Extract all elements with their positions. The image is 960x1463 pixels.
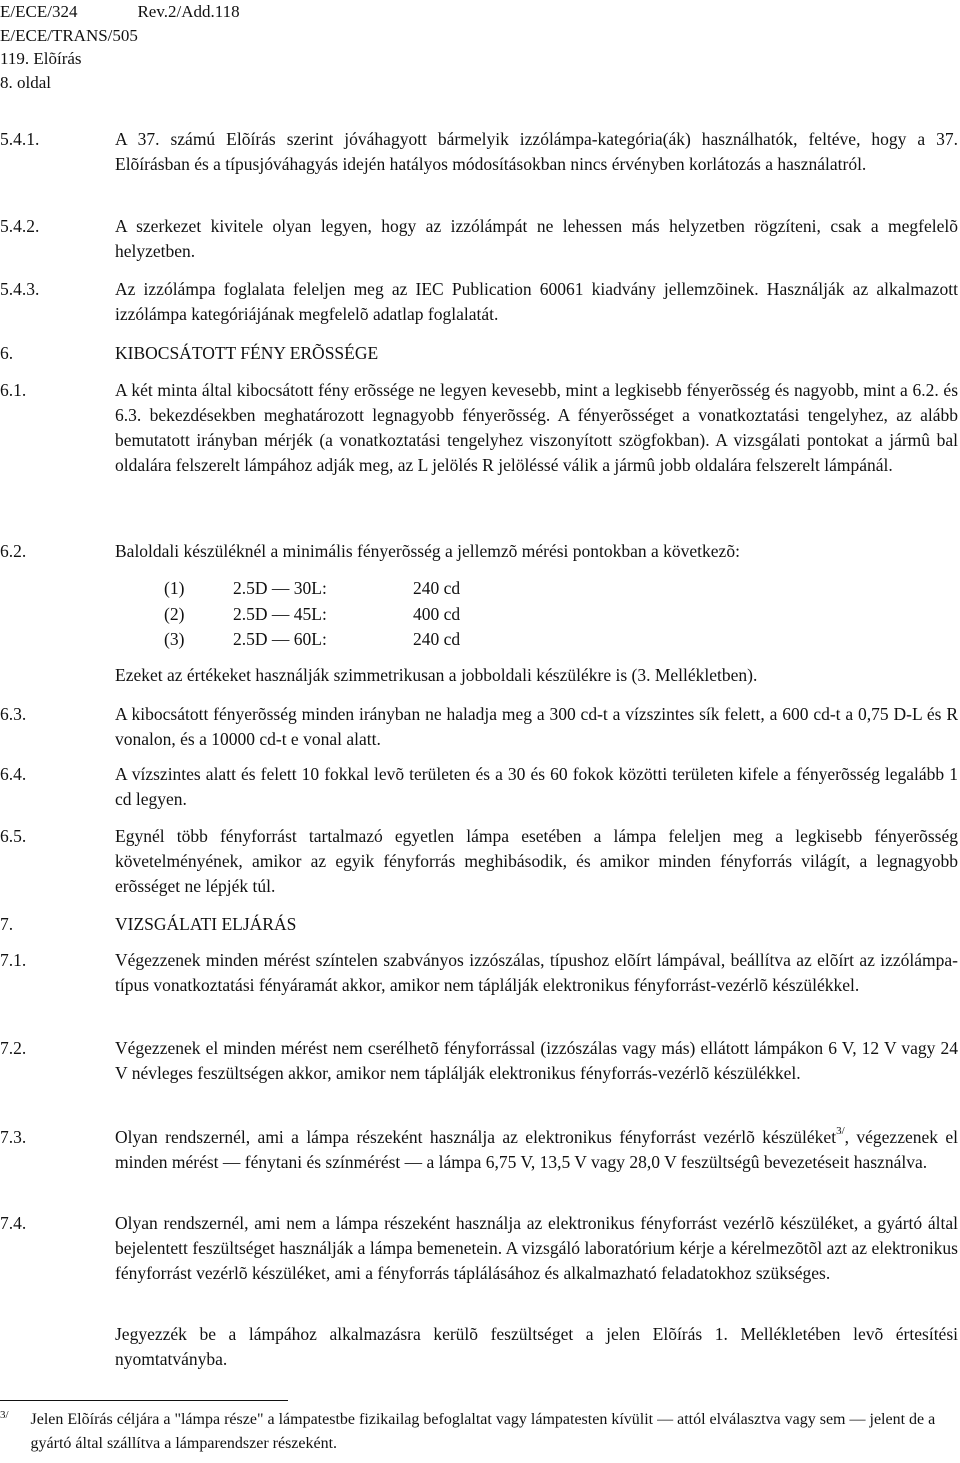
paragraph-6-3 bbox=[0, 702, 958, 752]
footnote-reference[interactable]: 3/ bbox=[836, 1125, 845, 1138]
paragraph-7-3 bbox=[0, 1125, 958, 1175]
section-title: KIBOCSÁTOTT FÉNY ERÕSSÉGE bbox=[115, 343, 379, 363]
paragraph-number: 5.4.2. bbox=[0, 216, 40, 236]
paragraph-number: 7.3. bbox=[0, 1127, 27, 1147]
paragraph-number: 6.5. bbox=[0, 826, 27, 846]
paragraph-7-4 bbox=[0, 1211, 958, 1286]
list-item bbox=[164, 627, 460, 653]
paragraph-6-2 bbox=[0, 539, 958, 564]
list-item bbox=[164, 602, 460, 628]
item-index: (2) bbox=[164, 603, 185, 624]
item-index: (3) bbox=[164, 629, 185, 649]
paragraph-text: Baloldali készüléknél a minimális fényerõsség a jellemzõ mérési pontokban a következõ: bbox=[115, 541, 740, 561]
measuring-point: 2.5D — 45L: bbox=[233, 603, 327, 624]
footnote-separator bbox=[0, 1400, 288, 1401]
doc-symbol: E/ECE/324 bbox=[0, 2, 78, 21]
paragraph-text: A 37. számú Elõírás szerint jóváhagyott bármelyik izzólámpa-kategória(ák) használhatók, feltéve, hogy a 37. Elõírásban és a típusjóváhagyás idején hatályos módosításokban nincs érvényben korlátozás a használatról. bbox=[115, 129, 958, 174]
paragraph-number: 5.4.1. bbox=[0, 129, 40, 149]
paragraph-text bbox=[115, 1125, 958, 1175]
section-heading-7 bbox=[0, 912, 296, 937]
paragraph-number: 7.1. bbox=[0, 950, 27, 970]
intensity-value: 240 cd bbox=[413, 578, 461, 598]
paragraph-number: 6.2. bbox=[0, 541, 27, 561]
section-number: 7. bbox=[0, 914, 14, 934]
page-number: 8. oldal bbox=[0, 72, 51, 92]
intensity-value: 240 cd bbox=[413, 629, 461, 649]
paragraph-text: Az izzólámpa foglalata feleljen meg az IEC Publication 60061 kiadvány jellemzõinek. Használják az alkalmazott izzólámpa kategóriájának megfelelõ adatlap foglalatát. bbox=[115, 279, 958, 324]
intensity-value: 400 cd bbox=[413, 603, 461, 624]
section-number: 6. bbox=[0, 343, 14, 363]
paragraph-text: Olyan rendszernél, ami nem a lámpa részeként használja az elektronikus fényforrást vezérlõ készüléket, a gyártó által bejelentett feszültséget használják a lámpa bemenetein. A vizsgáló laboratórium kérje a kérelmezõtõl azt az elektronikus fényforrást vezérlõ készüléket, ami a fényforrás táplálásához és alkalmazható feladatokhoz szükséges. bbox=[115, 1213, 958, 1283]
paragraph-6-4 bbox=[0, 762, 958, 812]
paragraph-number: 5.4.3. bbox=[0, 279, 40, 299]
footnote-text: Jelen Elõírás céljára a "lámpa része" a lámpatestbe fizikailag befoglaltat vagy lámpatesten kívülit — attól elválasztva vagy sem — jelent de a gyártó által szállítva a lámparendszer részeként. bbox=[30, 1411, 936, 1452]
paragraph-5-4-1 bbox=[0, 127, 958, 177]
document-header bbox=[0, 0, 240, 94]
doc-revision: Rev.2/Add.118 bbox=[137, 2, 240, 21]
section-title: VIZSGÁLATI ELJÁRÁS bbox=[115, 914, 297, 934]
paragraph-6-2-note: Ezeket az értékeket használják szimmetrikusan a jobboldali készülékre is (3. Mellékletben). bbox=[115, 665, 758, 685]
section-heading-6 bbox=[0, 341, 378, 366]
paragraph-text: Végezzenek minden mérést színtelen szabványos izzószálas, típushoz elõírt lámpával, beállítva az elõírt az izzólámpa-típus vonatkoztatási fényáramát akkor, amikor nem táplálják elektronikus fényforrást-vezérlõ készülékkel. bbox=[115, 950, 958, 995]
luminous-intensity-list bbox=[164, 576, 460, 653]
paragraph-text: A két minta által kibocsátott fény erõssége ne legyen kevesebb, mint a legkisebb fényerõsség és nagyobb, mint a 6.2. és 6.3. bekezdésekben meghatározott legnagyobb fényerõsség. A fényerõsséget a vonatkoztatási tengelyhez, az alább bemutatott irányban mérjék (a vonatkoztatási tengelyhez viszonyított szögfokban). A vizsgálati pontokat a jármû bal oldalára felszerelt lámpához adják meg, az L jelölés R jelöléssé válik a jármû jobb oldalára felszerelt lámpánál. bbox=[115, 380, 958, 475]
paragraph-text: A vízszintes alatt és felett 10 fokkal levõ területen és a 30 és 60 fokok közötti területen kifele a fényerõsség legalább 1 cd legyen. bbox=[115, 764, 958, 809]
measuring-point: 2.5D — 60L: bbox=[233, 629, 327, 649]
regulation-number: 119. Elõírás bbox=[0, 49, 82, 68]
paragraph-number: 7.4. bbox=[0, 1213, 27, 1233]
paragraph-text: A szerkezet kivitele olyan legyen, hogy az izzólámpát ne lehessen más helyzetben rögzíteni, csak a megfelelõ helyzetben. bbox=[115, 216, 958, 261]
paragraph-7-2 bbox=[0, 1036, 958, 1086]
doc-trans-symbol: E/ECE/TRANS/505 bbox=[0, 25, 138, 45]
paragraph-text: A kibocsátott fényerõsség minden irányban ne haladja meg a 300 cd-t a vízszintes sík felett, a 600 cd-t a 0,75 D-L és R vonalon, és a 10000 cd-t e vonal alatt. bbox=[115, 704, 958, 749]
footnote-mark: 3/ bbox=[0, 1409, 9, 1421]
paragraph-text: Végezzenek el minden mérést nem cserélhetõ fényforrással (izzószálas vagy más) ellátott lámpákon 6 V, 12 V vagy 24 V névleges feszültségen akkor, amikor nem táplálják elektronikus fényforrás-vezérlõ készülékkel. bbox=[115, 1038, 958, 1083]
paragraph-7-1 bbox=[0, 948, 958, 998]
paragraph-5-4-2 bbox=[0, 214, 958, 264]
paragraph-text-part: , végezzenek el minden mérést — fénytani és színmérést — a lámpa 6,75 V, 13,5 V vagy 28,0 V feszültségû bevezetéseit használva. bbox=[115, 1127, 959, 1172]
paragraph-number: 7.2. bbox=[0, 1038, 27, 1058]
footnote bbox=[0, 1408, 958, 1456]
measuring-point: 2.5D — 30L: bbox=[233, 578, 327, 598]
paragraph-text-part: Olyan rendszernél, ami a lámpa részeként használja az elektronikus fényforrást vezérlõ készüléket bbox=[115, 1127, 837, 1147]
list-item bbox=[164, 576, 460, 602]
paragraph-number: 6.1. bbox=[0, 380, 27, 400]
paragraph-text: Egynél több fényforrást tartalmazó egyetlen lámpa esetében a lámpa feleljen meg a legkisebb fényerõsség követelményének, amikor az egyik fényforrás meghibásodik, és amikor minden fényforrás világít, a legnagyobb erõsséget ne lépjék túl. bbox=[115, 826, 958, 896]
paragraph-6-1 bbox=[0, 378, 958, 478]
item-index: (1) bbox=[164, 578, 185, 598]
paragraph-6-5 bbox=[0, 824, 958, 899]
paragraph-number: 6.3. bbox=[0, 704, 27, 724]
paragraph-number: 6.4. bbox=[0, 764, 27, 784]
paragraph-5-4-3 bbox=[0, 277, 958, 327]
paragraph-7-4-note: Jegyezzék be a lámpához alkalmazásra kerülõ feszültséget a jelen Elõírás 1. Mellékletében levõ értesítési nyomtatványba. bbox=[115, 1324, 958, 1369]
